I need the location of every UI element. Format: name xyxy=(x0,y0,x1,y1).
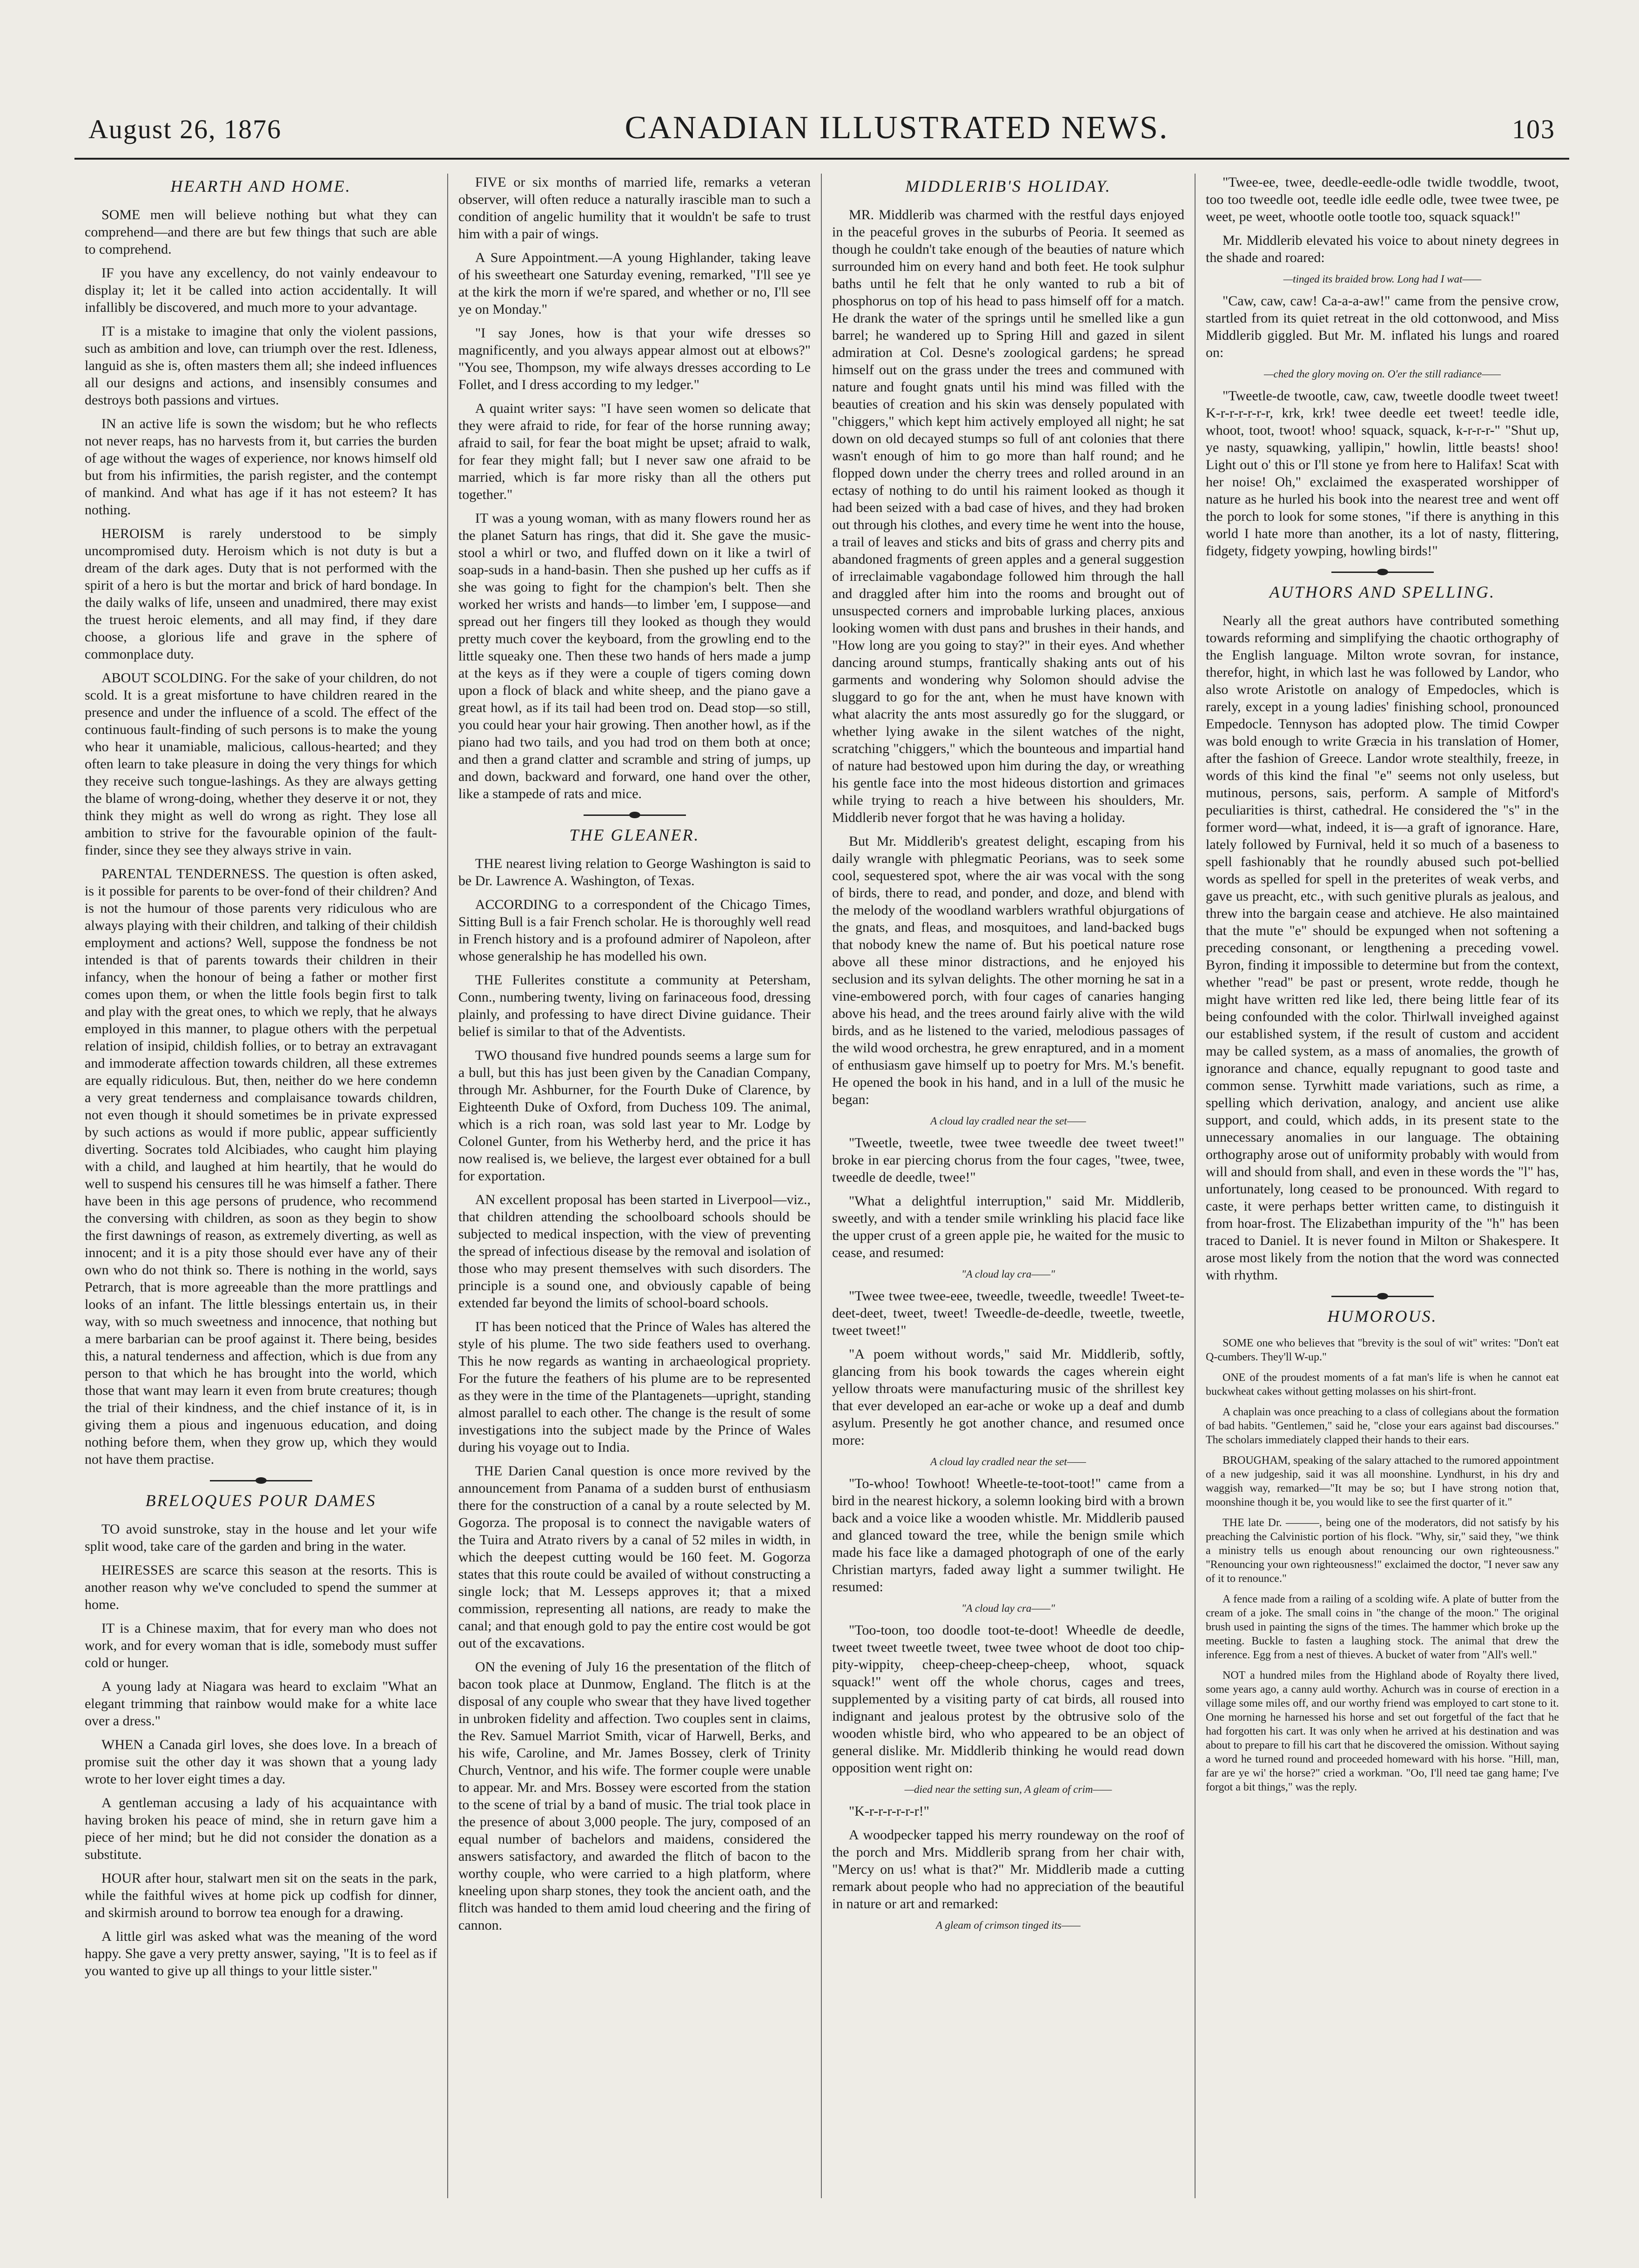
paragraph: A little girl was asked what was the meaning of the word happy. She gave a very pretty answer, saying, "It is to feel as if you wanted to give up all things to your little sister." xyxy=(85,1929,437,1979)
poem-quote: —tinged its braided brow. Long had I wat—— xyxy=(1283,273,1482,285)
paragraph: "Tweetle, tweetle, twee twee tweedle dee tweet tweet!" broke in ear piercing chorus from the four cages, "twee, twee, tweedle de deedle, twee!" xyxy=(832,1135,1184,1185)
article-heading: BRELOQUES POUR DAMES xyxy=(145,1491,376,1510)
article-heading: HUMOROUS. xyxy=(1327,1307,1437,1326)
poem-quote: A cloud lay cradled near the set—— xyxy=(930,1115,1086,1127)
paragraph: ACCORDING to a correspondent of the Chicago Times, Sitting Bull is a fair French scholar. He is thoroughly well read in French history and is a profound admirer of Napoleon, after whose generalship he has modelled his own. xyxy=(458,897,811,964)
masthead-rule xyxy=(74,158,1569,160)
poem-quote: A gleam of crimson tinged its—— xyxy=(936,1919,1081,1931)
paragraph: HEROISM is rarely understood to be simply uncompromised duty. Heroism which is not duty is but a dream of the dark ages. Duty that is not performed with the spirit of a hero is but the mortar and brick of hard bondage. In the daily walks of life, unseen and unadmired, there may exist the truest heroic elements, and all may find, if they dare choose, a glorious life and grave in the sphere of commonplace duty. xyxy=(85,526,437,662)
paragraph: A fence made from a railing of a scolding wife. A plate of butter from the cream of a joke. The small coins in "the change of the moon." The original brush used in painting the signs of the times. The hammer which broke up the meeting. Buckle to fasten a laughing stock. The animal that drew the inference. Egg from a nest of thieves. A bucket of water from "All's well." xyxy=(1206,1593,1559,1661)
paragraph: IT was a young woman, with as many flowers round her as the planet Saturn has rings, that did it. She gave the music-stool a whirl or two, and fluffed down on it like a twirl of soap-suds in a hand-basin. Then she pushed up her cuffs as if she was going to fight for the champion's belt. Then she worked her wrists and hands—to limber 'em, I suppose—and spread out her fingers till they looked as though they would pretty much cover the keyboard, from the growling end to the little squeaky one. Then these two hands of hers made a jump at the keys as if they were a couple of tigers coming down upon a flock of black and white sheep, and the piano gave a great howl, as if its tail had been trod on. Dead stop—so still, you could hear your hair growing. Then another howl, as if the piano had two tails, and you had trod on them both at once; and then a grand clatter and scramble and string of jumps, up and down, backward and forward, one hand over the other, like a stampede of rats and mice. xyxy=(458,511,811,801)
paragraph: SOME men will believe nothing but what they can comprehend—and there are but few things that such are able to comprehend. xyxy=(85,207,437,257)
poem-quote: A cloud lay cradled near the set—— xyxy=(930,1456,1086,1467)
paragraph: HEIRESSES are scarce this season at the resorts. This is another reason why we've concluded to spend the summer at home. xyxy=(85,1562,437,1612)
paragraph: "Caw, caw, caw! Ca-a-a-aw!" came from the pensive crow, startled from its quiet retreat in the old cottonwood, and Miss Middlerib giggled. But Mr. M. inflated his lungs and roared on: xyxy=(1206,293,1559,360)
poem-quote: —ched the glory moving on. O'er the still radiance—— xyxy=(1264,368,1501,380)
section-divider xyxy=(458,814,811,816)
paragraph: "To-whoo! Towhoot! Wheetle-te-toot-toot!" came from a bird in the nearest hickory, a solemn looking bird with a brown back and a voice like a wooden whistle. Mr. Middlerib paused and glanced toward the tree, while the benign smile which made his face like a damaged photograph of one of the early Christian martyrs, faded away light a summer twilight. He resumed: xyxy=(832,1476,1184,1595)
paragraph: MR. Middlerib was charmed with the restful days enjoyed in the peaceful groves in the suburbs of Peoria. It seemed as though he couldn't take enough of the beauties of nature which surrounded him on every hand and both feet. He took sulphur baths until he felt that he only wanted to rub a bit of phosphorus on top of his head to pass himself off for a match. He drank the water of the springs until he smelled like a gun barrel; he wandered up to Spring Hill and gazed in silent admiration at Col. Desne's zoological gardens; he spread himself out on the grass under the trees and communed with nature and fought gnats until his mind was filled with the beauties of creation and his skin was densely populated with "chiggers," which kept him actively employed all night; he sat down on old decayed stumps so full of ant colonies that there wasn't enough of him to go more than half round; and he flopped down under the cherry trees and rolled around in an ectasy of nothing to do until his raiment looked as though it had been seized with a bad case of hives, and they had broken out through his clothes, and every time he went into the house, a trail of leaves and sticks and bits of grass and cherry pits and abandoned fragments of green apples and a general suggestion of irreclaimable vagabondage followed him through the hall and draggled after him into the rooms and brought out of unsuspected corners and improbable lurking places, anxious looking women with dust pans and brushes in their hands, and "How long are you going to stay?" in their eyes. And whether dancing around stumps, frantically shaking ants out of his garments and wondering why Solomon should advise the sluggard to go for the ant, when he must have known with what alacrity the ants most assuredly go for the sluggard, or whether lying awake in the silent watches of the night, scratching "chiggers," which the bounteous and impartial hand of nature had bestowed upon him during the day, or wreathing his gentle face into the most hideous distortion and grimaces while trying to reach a hive between his shoulders, Mr. Middlerib never forgot that he was having a holiday. xyxy=(832,207,1184,825)
paragraph: AN excellent proposal has been started in Liverpool—viz., that children attending the schoolboard schools should be subjected to medical inspection, with the view of preventing the spread of infectious disease by the removal and isolation of those who may present themselves with such disorders. The principle is a sound one, and obviously capable of being extended far beyond the limits of school-board schools. xyxy=(458,1192,811,1311)
paragraph: THE late Dr. ———, being one of the moderators, did not satisfy by his preaching the Calvinistic portion of his flock. "Why, sir," said they, "we think a ministry tells us enough about renouncing our own righteousness." "Renouncing your own righteousness!" exclaimed the doctor, "I never saw any of it to renounce." xyxy=(1206,1517,1559,1585)
paragraph: But Mr. Middlerib's greatest delight, escaping from his daily wrangle with phlegmatic Peorians, was to seek some cool, sequestered spot, where the air was vocal with the song of birds, there to read, and ponder, and doze, and blend with the melody of the woodland warblers wrathful objurgations of the gnats, and fleas, and mosquitoes, and land-backed bugs that nobody knew the name of. But his poetical nature rose above all these minor distractions, and he enjoyed his seclusion and its sylvan delights. The other morning he sat in a vine-embowered porch, with four cages of canaries hanging above his head, and the trees around fairly alive with the wild birds, and as he listened to the varied, melodious passages of the wild wood orchestra, he grew enraptured, and in a moment of enthusiasm gave himself up to poetry for Mrs. M.'s benefit. He opened the book in his hand, and in a lull of the music he began: xyxy=(832,834,1184,1107)
paragraph: A woodpecker tapped his merry roundeway on the roof of the porch and Mrs. Middlerib sprang from her chair with, "Mercy on us! what is that?" Mr. Middlerib made a cutting remark about people who had no appreciation of the beautiful in nature or art and remarked: xyxy=(832,1827,1184,1911)
paragraph: A chaplain was once preaching to a class of collegians about the formation of bad habits. "Gentlemen," said he, "close your ears against bad discourses." The scholars immediately clapped their hands to their ears. xyxy=(1206,1406,1559,1446)
paragraph: IT is a Chinese maxim, that for every man who does not work, and for every woman that is idle, somebody must suffer cold or hunger. xyxy=(85,1621,437,1670)
paragraph: NOT a hundred miles from the Highland abode of Royalty there lived, some years ago, a canny auld worthy. Achurch was in course of erection in a village some miles off, and our worthy friend was employed to cart stone to it. One morning he harnessed his horse and set out forgetful of the fact that he had forgotten his cart. It was only when he arrived at his destination and was about to prepare to fill his cart that he discovered the omission. Without saying a word he turned round and proceeded homeward with his horse. "Hill, man, far are ye wi' the horse?" cried a workman. "Oo, I'll need tae gang hame; I've forgot a bit things," was the reply. xyxy=(1206,1669,1559,1793)
paragraph: SOME one who believes that "brevity is the soul of wit" writes: "Don't eat Q-cumbers. They'll W-up." xyxy=(1206,1337,1559,1363)
paragraph: ONE of the proudest moments of a fat man's life is when he cannot eat buckwheat cakes without getting molasses on his shirt-front. xyxy=(1206,1372,1559,1398)
paragraph: FIVE or six months of married life, remarks a veteran observer, will often reduce a naturally irascible man to such a condition of angelic humility that it wouldn't be safe to trust him with a pair of wings. xyxy=(458,175,811,242)
column-4 xyxy=(1196,174,1569,2198)
column-2 xyxy=(448,174,822,2198)
newspaper-title: CANADIAN ILLUSTRATED NEWS. xyxy=(625,110,1169,146)
paragraph: "Twee-ee, twee, deedle-eedle-odle twidle twoddle, twoot, too too tweedle oot, teedle idle eedle odle, twee twee twee, pe weet, pe weet, whootle ootle tootle too, squack squack!" xyxy=(1206,175,1559,224)
paragraph: IT is a mistake to imagine that only the violent passions, such as ambition and love, can triumph over the rest. Idleness, languid as she is, often masters them all; she indeed influences all our designs and actions, and insensibly consumes and destroys both passions and virtues. xyxy=(85,323,437,408)
paragraph: "A poem without words," said Mr. Middlerib, softly, glancing from his book towards the cages wherein eight yellow throats were manufacturing music of the shrillest key that ever developed an ear-ache or woke up a deaf and dumb asylum. Presently he got another chance, and resumed once more: xyxy=(832,1346,1184,1448)
paragraph: "K-r-r-r-r-r-r!" xyxy=(849,1804,930,1819)
paragraph: TWO thousand five hundred pounds seems a large sum for a bull, but this has just been given by the Canadian Company, through Mr. Ashburner, for the Fourth Duke of Clarence, by Eighteenth Duke of Oxford, from Duchess 109. The animal, which is a rich roan, was sold last year to Mr. Lodge by Colonel Gunter, from his Wetherby herd, and the price it has now realised is, we believe, the largest ever obtained for a bull for exportation. xyxy=(458,1048,811,1184)
section-divider xyxy=(85,1480,437,1481)
paragraph: IF you have any excellency, do not vainly endeavour to display it; let it be called into action accidentally. It will infallibly be discovered, and much more to your advantage. xyxy=(85,265,437,315)
paragraph: A gentleman accusing a lady of his acquaintance with having broken his peace of mind, she in return gave him a piece of her mind; but he did not consider the donation as a substitute. xyxy=(85,1795,437,1862)
paragraph: "Twee twee twee-eee, tweedle, tweedle, tweedle! Tweet-te-deet-deet, tweet, tweet! Tweedle-de-deedle, tweetle, tweetle, tweet tweet!" xyxy=(832,1288,1184,1338)
paragraph: ON the evening of July 16 the presentation of the flitch of bacon took place at Dunmow, England. The flitch is at the disposal of any couple who swear that they have lived together in unbroken fidelity and affection. Two couples sent in claims, the Rev. Samuel Marriot Smith, vicar of Harwell, Berks, and his wife, Caroline, and Mr. James Bossey, clerk of Trinity Church, Ventnor, and his wife. The former couple were unable to appear. Mr. and Mrs. Bossey were escorted from the station to the scene of trial by a band of music. The trial took place in the presence of about 3,000 people. The jury, composed of an equal number of bachelors and maidens, considered the answers satisfactory, and awarded the flitch of bacon to the worthy couple, who were carried to a high platform, where kneeling upon sharp stones, they took the ancient oath, and the flitch was handed to them amid loud cheering and the firing of cannon. xyxy=(458,1659,811,1933)
paragraph: "I say Jones, how is that your wife dresses so magnificently, and you always appear almost out at elbows?" "You see, Thompson, my wife always dresses according to Le Follet, and I dress according to my ledger." xyxy=(458,325,811,392)
paragraph: TO avoid sunstroke, stay in the house and let your wife split wood, take care of the garden and bring in the water. xyxy=(85,1521,437,1554)
article-heading: THE GLEANER. xyxy=(569,826,700,844)
column-1 xyxy=(74,174,448,2198)
poem-quote: —died near the setting sun, A gleam of crim—— xyxy=(904,1783,1112,1795)
paragraph: A Sure Appointment.—A young Highlander, taking leave of his sweetheart one Saturday evening, remarked, "I'll see ye at the kirk the morn if we're spared, and whether or no, I'll see ye on Monday." xyxy=(458,250,811,317)
column-3 xyxy=(822,174,1196,2198)
poem-quote: "A cloud lay cra——" xyxy=(961,1602,1055,1614)
masthead xyxy=(74,109,1569,147)
paragraph: "Too-toon, too doodle toot-te-doot! Wheedle de deedle, tweet tweet tweetle tweet, twee twee whoot de doot too chip-pity-wippity, cheep-cheep-cheep-cheep, whoot, squack squack!" went off the whole chorus, cages and trees, supplemented by a visiting party of cat birds, all roused into indignant and jealous protest by the obtrusive solo of the wooden whistle bird, who who appeared to be an object of general dislike. Mr. Middlerib thinking he would read down opposition went right on: xyxy=(832,1622,1184,1776)
section-divider xyxy=(1206,1296,1559,1297)
paragraph: ABOUT SCOLDING. For the sake of your children, do not scold. It is a great misfortune to have children reared in the presence and under the influence of a scold. The effect of the continuous fault-finding of such persons is to make the young who hear it unamiable, malicious, callous-hearted; and they often learn to take pleasure in doing the very things for which they receive such tongue-lashings. As they are always getting the blame of wrong-doing, whether they deserve it or not, they think they might as well do wrong as right. They lose all ambition to strive for the favourable opinion of the fault-finder, since they see they always strive in vain. xyxy=(85,670,437,858)
paragraph: A quaint writer says: "I have seen women so delicate that they were afraid to ride, for fear of the horse running away; afraid to sail, for fear the boat might be upset; afraid to walk, for fear they might fall; but I never saw one afraid to be married, which is far more risky than all the others put together." xyxy=(458,401,811,502)
section-divider xyxy=(1206,572,1559,573)
paragraph: "What a delightful interruption," said Mr. Middlerib, sweetly, and with a tender smile wrinkling his placid face like the upper crust of a green apple pie, he waited for the music to cease, and resumed: xyxy=(832,1193,1184,1260)
paragraph: PARENTAL TENDERNESS. The question is often asked, is it possible for parents to be over-fond of their children? And is not the humour of those parents very ridiculous who are always playing with their children, and talking of their childish employment and actions? Well, suppose the fondness be not intended is that of parents towards their children in their infancy, when the honour of being a father or mother first comes upon them, or when the little fools begin first to talk and play with the great ones, to which we reply, that he always employed in this manner, to plague others with the perpetual relation of insipid, childish follies, or to betray an extravagant and immoderate affection towards children, all these extremes are equally ridiculous. But, then, neither do we here condemn a very great tenderness and complaisance towards children, not even though it should sometimes be in private expressed by such actions as would if more public, appear sufficiently diverting. Socrates told Alcibiades, who caught him playing with a child, and laughed at him heartily, that he would do well to suspend his censures till he was himself a father. There have been in this age persons of prudence, who recommend the conversing with children, as soon as they begin to show the first dawnings of reason, as extremely diverting, as well as innocent; and it is a pity those should ever have any of their own who do not think so. There is nothing in the world, says Petrarch, that is more agreeable than the more prattlings and looks of an infant. The little blessings entertain us, in their way, with so much sweetness and innocence, that nothing but a mere barbarian can be proof against it. There being, besides this, a natural tenderness and affection, which is due from any person to that which he has brought into the world, which those that want may learn it even from brute creatures; though the trial of their kindness, and the chief instance of it, is in giving them a pious and ingenuous education, and doing nothing before them, when they grow up, which they would not have them practise. xyxy=(85,866,437,1467)
issue-date: August 26, 1876 xyxy=(88,114,282,144)
paragraph: "Tweetle-de twootle, caw, caw, tweetle doodle tweet tweet! K-r-r-r-r-r-r, krk, krk! twee deedle eet tweet! teedle idle, whoot, toot, twoot! whoo! squack, squack, k-r-r-r-" "Shut up, ye nasty, squawking, yallipin," howlin, little beasts! shoo! Light out o' this or I'll stone ye from here to Halifax! Scat with her noise! Oh," exclaimed the exasperated worshipper of nature as he hurled his book into the nearest tree and went off the porch to look for some stones, "if there is anything in this world I hate more than another, its a lot of nasty, flittering, fidgety, fidgety yowping, howling birds!" xyxy=(1206,388,1559,559)
paragraph: BROUGHAM, speaking of the salary attached to the rumored appointment of a new judgeship, said it was all moonshine. Lyndhurst, in his dry and waggish way, remarked—"It may be so; but I have strong notion that, moonshine though it be, you would like to see the first quarter of it." xyxy=(1206,1454,1559,1508)
paragraph: THE Darien Canal question is once more revived by the announcement from Panama of a sudden burst of enthusiasm there for the construction of a canal by a route selected by M. Gogorza. The proposal is to connect the navigable waters of the Tuira and Atrato rivers by a canal of 52 miles in width, in which the deepest cutting would be 160 feet. M. Gogorza states that this route could be availed of without constructing a single lock; that M. Lesseps approves it; that a mixed commission, representing all nations, are ready to make the canal; and that enough gold to pay the entire cost would be got out of the excavations. xyxy=(458,1463,811,1651)
article-heading: AUTHORS AND SPELLING. xyxy=(1269,583,1496,601)
paragraph: Mr. Middlerib elevated his voice to about ninety degrees in the shade and roared: xyxy=(1206,233,1559,265)
poem-quote: "A cloud lay cra——" xyxy=(961,1268,1055,1280)
article-heading: HEARTH AND HOME. xyxy=(170,177,351,195)
columns xyxy=(74,174,1569,2198)
paragraph: IN an active life is sown the wisdom; but he who reflects not never reaps, has no harvests from it, but carries the burden of age without the wages of experience, nor knows himself old but from his infirmities, the parish register, and the contempt of mankind. And what has age if it has not esteem? It has nothing. xyxy=(85,416,437,518)
page-number: 103 xyxy=(1511,114,1555,144)
paragraph: A young lady at Niagara was heard to exclaim "What an elegant trimming that rainbow would make for a white lace over a dress." xyxy=(85,1679,437,1729)
paragraph: THE Fullerites constitute a community at Petersham, Conn., numbering twenty, living on farinaceous food, dressing plainly, and professing to have direct Divine guidance. Their belief is similar to that of the Adventists. xyxy=(458,972,811,1039)
paragraph: HOUR after hour, stalwart men sit on the seats in the park, while the faithful wives at home pick up codfish for dinner, and skirmish around to borrow tea enough for a drawing. xyxy=(85,1871,437,1920)
article-heading: MIDDLERIB'S HOLIDAY. xyxy=(905,177,1111,195)
paragraph: IT has been noticed that the Prince of Wales has altered the style of his plume. The two side feathers used to overhang. This he now regards as wanting in archaeological propriety. For the future the feathers of his plume are to be represented as they were in the time of the Plantagenets—upright, standing almost parallel to each other. The change is the result of some investigations into the subject made by the Prince of Wales during his voyage out to India. xyxy=(458,1319,811,1455)
paragraph: THE nearest living relation to George Washington is said to be Dr. Lawrence A. Washington, of Texas. xyxy=(458,856,811,888)
paragraph: Nearly all the great authors have contributed something towards reforming and simplifying the chaotic orthography of the English language. Milton wrote sovran, for instance, therefor, hight, in which last he was followed by Landor, who also wrote Aristotle on analogy of Empedocles, which is rarely, except in a young ladies' finishing school, pronounced Empedocle. Tennyson has adopted plow. The timid Cowper was bold enough to write Græcia in his translation of Homer, after the fashion of Greece. Landor wrote stealthily, freeze, in words of this kind the final "e" seems not only useless, but mutinous, persons, sais, perform. A sample of Mitford's peculiarities is thirst, cathedral. He considered the "s" in the former word—what, indeed, it is—a graft of ignorance. Hare, lately followed by Furnival, held it so much of a baseness to spell fashionably that he roundly abused such pot-bellied words as spelled for spell in the preterites of weak verbs, and gave us preacht, etc., with such genitive plurals as jealous, and threw into the bargain cease and atchieve. He also maintained that the mute "e" should be expunged when not softening a preceding consonant, or lengthening a preceding vowel. Byron, finding it impossible to determine but from the context, whether "read" be past or present, wrote redde, though he might have written red like led, there being little fear of its being confounded with the color. Thirlwall inveighed against our established system, if the result of custom and accident may be called system, as a mass of anomalies, the growth of ignorance and chance, equally repugnant to good taste and common sense. Tyrwhitt made variations, such as rime, a spelling which derivation, analogy, and ancient use alike support, and could, which adds, in its present state to the unnecessary anomalies in our language. The obtaining orthography arose out of uniformity probably with would from will and should from shall, and even in these words the "l" has, unfortunately, long ceased to be pronounced. With regard to caste, it were perhaps better written came, to distinguish it from hoar-frost. The Elizabethan impurity of the "h" has been traced to Daniel. It is never found in Milton or Shakespere. It arose most likely from the notion that the word was connected with rhythm. xyxy=(1206,613,1559,1283)
paragraph: WHEN a Canada girl loves, she does love. In a breach of promise suit the other day it was shown that a young lady wrote to her lover eight times a day. xyxy=(85,1737,437,1787)
